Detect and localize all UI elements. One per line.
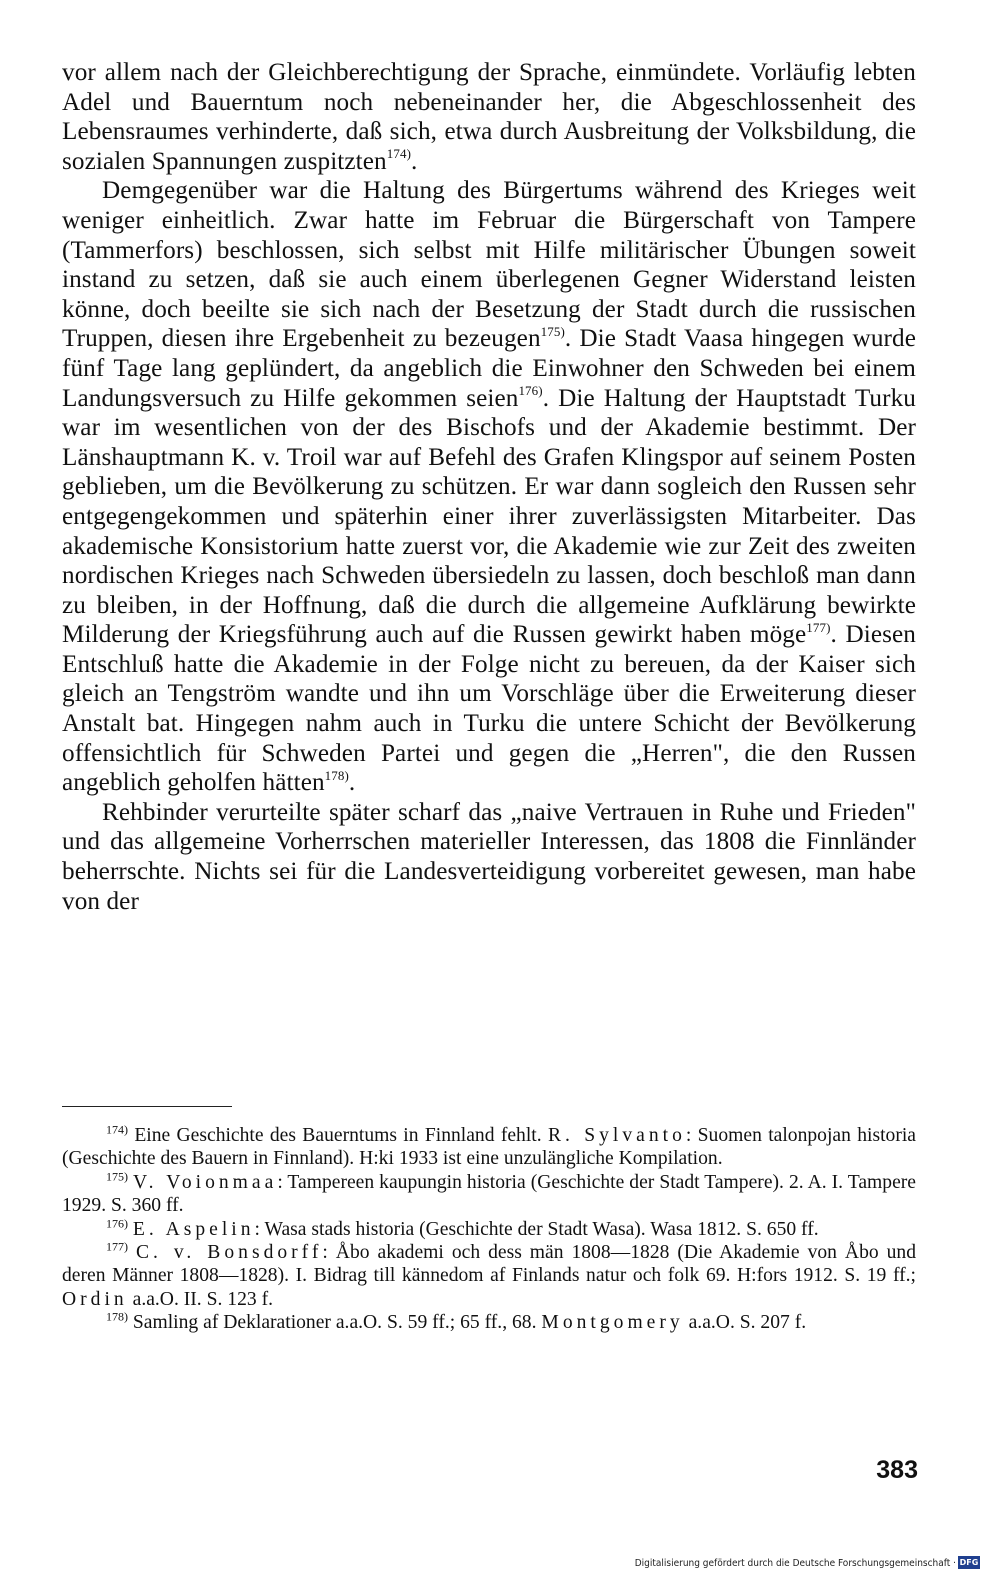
footnote-ref-178[interactable]: 178) <box>324 767 349 783</box>
footnote-mark: 178) <box>106 1309 128 1324</box>
main-text <box>62 58 916 916</box>
footnote-author: Montgomery <box>541 1312 684 1334</box>
paragraph-2: Demgegenüber war die Haltung des Bürgertums während des Krieges weit weniger einheitlich. Zwar hatte im Februar die Bürgerschaft von Tampere (Tammerfors) beschlossen, sich selbst mit Hilfe militärischer Übungen soweit instand zu setzen, daß sie auch einem überlegenen Gegner Widerstand leisten könne, doch beeilte sie sich nach der Besetzung der Stadt durch die russischen Truppen, diesen ihre Ergebenheit zu bezeugen$^{175)}$. Die Stadt Vaasa hingegen wurde fünf Tage lang geplündert, da angeblich die Einwohner den Schweden bei einem Landungsversuch zu Hilfe gekommen seien$^{176)}$. Die Haltung der Hauptstadt Turku war im wesentlichen von der des Bischofs und der Akademie bestimmt. Der Länshauptmann K. v. Troil war auf Befehl des Grafen Klingspor auf seinem Posten geblieben, um die Bevölkerung zu schützen. Er war dann sogleich den Russen sehr entgegengekommen und späterhin einer ihrer zuverlässigsten Mitarbeiter. Das akademische Konsistorium hatte zuerst vor, die Akademie wie zur Zeit des zweiten nordischen Krieges nach Schweden übersiedeln zu lassen, doch beschloß man dann zu bleiben, in der Hoffnung, daß die durch die allgemeine Aufklärung bewirkte Milderung der Kriegsführung auch auf die Russen gewirkt haben möge$^{177)}$. Diesen Entschluß hatte die Akademie in der Folge nicht zu bereuen, da der Kaiser sich gleich an Tengström wandte und ihn um Vorschläge über die Erweiterung dieser Anstalt bat. Hingegen nahm auch in Turku die untere Schicht der Bevölkerung offensichtlich für Schweden Partei und gegen die „Herren", die den Russen angeblich geholfen hätten$^{178)}$. <box>62 177 916 797</box>
dfg-logo-icon: DFG <box>959 1558 979 1567</box>
footnote-mark: 177) <box>106 1239 128 1254</box>
footnote-176: $^{176)}$ E. Aspelin: Wasa stads historia (Geschichte der Stadt Wasa). Wasa 1812. S. 650 ff. <box>106 1216 819 1240</box>
footnote-mark: 174) <box>106 1122 128 1137</box>
footnote-author: V. Voionmaa <box>133 1171 278 1193</box>
footnote-ref-177[interactable]: 177) <box>806 619 831 635</box>
footnote-author: E. Aspelin <box>132 1218 255 1240</box>
footnote-ref-175[interactable]: 175) <box>540 323 565 339</box>
footnote-175: $^{175)}$ V. Voionmaa: Tampereen kaupungin historia (Geschichte der Stadt Tampere). 2. A. I. Tampere 1929. S. 360 ff. <box>62 1169 916 1217</box>
footnote-separator <box>62 1106 232 1107</box>
footnotes <box>62 1124 916 1335</box>
footnote-author: C. v. Bonsdorff <box>135 1242 323 1264</box>
footnote-178: $^{178)}$ Samling af Deklarationer a.a.O. S. 59 ff.; 65 ff., 68. Montgomery a.a.O. S. 207 f. <box>106 1309 807 1334</box>
footnote-mark: 176) <box>106 1216 128 1231</box>
footnote-174: $^{174)}$ Eine Geschichte des Bauerntums in Finnland fehlt. R. Sylvanto: Suomen talonpojan historia (Geschichte des Bauern in Finnland). H:ki 1933 ist eine unzulängliche Kompilation. <box>62 1122 916 1170</box>
footnote-author-2: Ordin <box>62 1288 128 1310</box>
footnote-ref-176[interactable]: 176) <box>518 383 543 399</box>
paragraph-1: vor allem nach der Gleichberechtigung der Sprache, einmündete. Vorläufig lebten Adel und Bauerntum noch nebeneinander her, die Abgeschlossenheit des Lebensraumes verhinderte, daß sich, etwa durch Ausbreitung der Volksbildung, die sozialen Spannungen zuspitzten$^{174)}$. <box>62 59 916 175</box>
footnote-author: R. Sylvanto <box>547 1125 686 1146</box>
footnote-ref-174[interactable]: 174) <box>386 146 411 162</box>
paragraph-3: Rehbinder verurteilte später scharf das „naive Vertrauen in Ruhe und Frieden" und das allgemeine Vorherrschen materieller Interessen, das 1808 die Finnländer beherrschte. Nichts sei für die Landesverteidigung vorbereitet gewesen, man habe von der <box>62 798 916 915</box>
page-number: 383 <box>876 1456 918 1484</box>
digitization-credit: Digitalisierung gefördert durch die Deutsche Forschungsgemeinschaft · <box>634 1558 956 1569</box>
footnote-177: $^{177)}$ C. v. Bonsdorff: Åbo akademi och dess män 1808—1828 (Die Akademie von Åbo und deren Männer 1808—1828). I. Bidrag till kännedom af Finlands natur och folk 69. H:fors 1912. S. 19 ff.; Ordin a.a.O. II. S. 123 f. <box>62 1239 917 1310</box>
footnote-mark: 175) <box>106 1169 128 1184</box>
